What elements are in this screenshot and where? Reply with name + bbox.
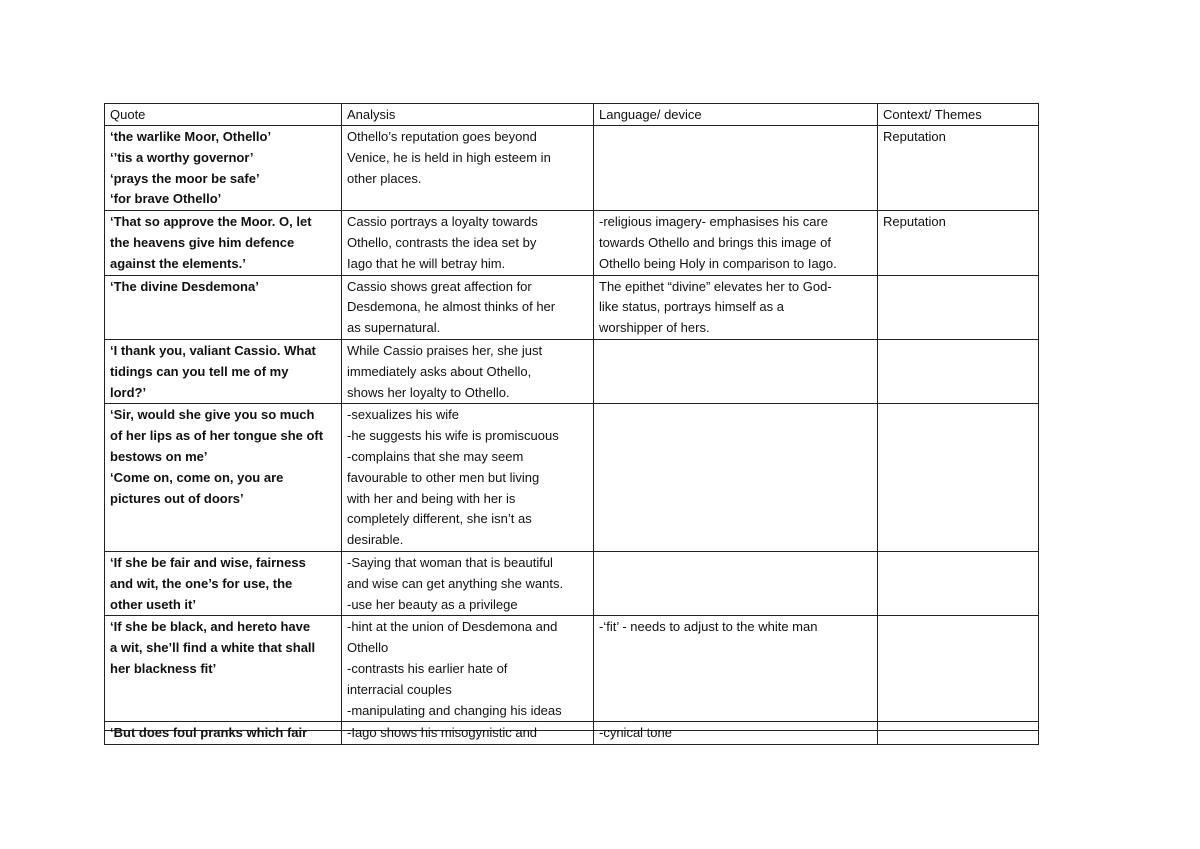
- cell-line: -cynical tone: [599, 725, 672, 741]
- quote-cell: [105, 275, 342, 339]
- cell-line: ‘The divine Desdemona’: [110, 278, 259, 294]
- cell-line: ‘Come on, come on, you are: [110, 469, 284, 485]
- cell-line: -hint at the union of Desdemona and: [347, 619, 558, 635]
- cell-line: against the elements.’: [110, 255, 246, 271]
- context-themes-cell: [878, 275, 1039, 339]
- cell-line: While Cassio praises her, she just: [347, 342, 543, 358]
- cell-line: Cassio shows great affection for: [347, 278, 532, 294]
- cell-line: -Saying that woman that is beautiful: [347, 554, 553, 570]
- cell-line: favourable to other men but living: [347, 469, 540, 485]
- context-themes-cell: [878, 551, 1039, 615]
- language-device-cell: [594, 404, 878, 552]
- header-language-device: Language/ device: [594, 104, 878, 126]
- table-row: [105, 126, 1039, 211]
- cell-line: -complains that she may seem: [347, 448, 524, 464]
- cell-line: Othello’s reputation goes beyond: [347, 129, 537, 144]
- cell-line: ‘If she be black, and hereto have: [110, 619, 311, 635]
- language-device-cell: [594, 551, 878, 615]
- table-row: [105, 404, 1039, 552]
- page-cut-edge: [104, 730, 1038, 731]
- header-context-themes: Context/ Themes: [878, 104, 1039, 126]
- language-device-cell: [594, 275, 878, 339]
- table-row: [105, 339, 1039, 403]
- context-themes-cell: [878, 339, 1039, 403]
- cell-line: Reputation: [883, 214, 946, 230]
- cell-line: Othello being Holy in comparison to Iago.: [599, 255, 837, 271]
- table-row: [105, 722, 1039, 745]
- quote-cell: [105, 339, 342, 403]
- cell-line: as supernatural.: [347, 320, 441, 336]
- cell-line: ‘prays the moor be safe’: [110, 170, 260, 186]
- quote-cell: [105, 616, 342, 722]
- language-device-cell: [594, 722, 878, 745]
- language-device-cell: [594, 211, 878, 275]
- cell-line: ‘I thank you, valiant Cassio. What: [110, 342, 316, 358]
- analysis-cell: [342, 339, 594, 403]
- context-themes-cell: [878, 616, 1039, 722]
- quote-cell: [105, 211, 342, 275]
- cell-line: a wit, she’ll find a white that shall: [110, 640, 316, 656]
- table-row: [105, 551, 1039, 615]
- cell-line: with her and being with her is: [347, 490, 516, 506]
- cell-line: The epithet “divine” elevates her to God-: [599, 278, 832, 294]
- quote-cell: [105, 126, 342, 211]
- language-device-cell: [594, 126, 878, 211]
- cell-line: -‘fit’ - needs to adjust to the white man: [599, 619, 818, 635]
- cell-line: ‘for brave Othello’: [110, 191, 222, 207]
- cell-line: -he suggests his wife is promiscuous: [347, 428, 559, 444]
- cell-line: completely different, she isn’t as: [347, 511, 532, 527]
- cell-line: of her lips as of her tongue she oft: [110, 428, 324, 444]
- cell-line: bestows on me’: [110, 448, 208, 464]
- analysis-cell: [342, 722, 594, 745]
- cell-line: lord?’: [110, 384, 147, 400]
- cell-line: Venice, he is held in high esteem in: [347, 149, 551, 165]
- analysis-cell: [342, 211, 594, 275]
- cell-line: Othello, contrasts the idea set by: [347, 234, 537, 250]
- cell-line: Othello: [347, 640, 389, 656]
- header-quote: Quote: [105, 104, 342, 126]
- cell-line: -religious imagery- emphasises his care: [599, 214, 829, 230]
- table-row: [105, 211, 1039, 275]
- cell-line: -manipulating and changing his ideas: [347, 702, 562, 718]
- cell-line: ‘But does foul pranks which fair: [110, 725, 308, 741]
- cell-line: interracial couples: [347, 681, 452, 697]
- cell-line: shows her loyalty to Othello.: [347, 384, 510, 400]
- table-row: [105, 616, 1039, 722]
- othello-quotes-table: [104, 103, 1039, 745]
- language-device-cell: [594, 339, 878, 403]
- cell-line: towards Othello and brings this image of: [599, 234, 831, 250]
- context-themes-cell: [878, 722, 1039, 745]
- language-device-cell: [594, 616, 878, 722]
- cell-line: ‘’tis a worthy governor’: [110, 149, 254, 165]
- analysis-cell: [342, 551, 594, 615]
- context-themes-cell: [878, 404, 1039, 552]
- cell-line: other places.: [347, 170, 422, 186]
- table-row: [105, 275, 1039, 339]
- header-analysis: Analysis: [342, 104, 594, 126]
- cell-line: Desdemona, he almost thinks of her: [347, 299, 556, 315]
- quote-cell: [105, 404, 342, 552]
- cell-line: her blackness fit’: [110, 660, 217, 676]
- cell-line: and wise can get anything she wants.: [347, 575, 564, 591]
- analysis-cell: [342, 616, 594, 722]
- cell-line: the heavens give him defence: [110, 234, 295, 250]
- analysis-cell: [342, 126, 594, 211]
- cell-line: ‘the warlike Moor, Othello’: [110, 129, 272, 144]
- cell-line: and wit, the one’s for use, the: [110, 575, 293, 591]
- analysis-cell: [342, 404, 594, 552]
- cell-line: Iago that he will betray him.: [347, 255, 506, 271]
- cell-line: ‘Sir, would she give you so much: [110, 407, 315, 423]
- cell-line: ‘If she be fair and wise, fairness: [110, 554, 306, 570]
- cell-line: -use her beauty as a privilege: [347, 596, 518, 612]
- cell-line: -contrasts his earlier hate of: [347, 660, 508, 676]
- cell-line: -Iago shows his misogynistic and: [347, 725, 538, 741]
- quote-cell: [105, 551, 342, 615]
- cell-line: worshipper of hers.: [599, 320, 710, 336]
- cell-line: Cassio portrays a loyalty towards: [347, 214, 538, 230]
- analysis-cell: [342, 275, 594, 339]
- cell-line: Reputation: [883, 129, 946, 144]
- table-body: [105, 126, 1039, 745]
- cell-line: like status, portrays himself as a: [599, 299, 784, 315]
- cell-line: pictures out of doors’: [110, 490, 244, 506]
- cell-line: tidings can you tell me of my: [110, 363, 289, 379]
- context-themes-cell: [878, 211, 1039, 275]
- cell-line: ‘That so approve the Moor. O, let: [110, 214, 312, 230]
- cell-line: -sexualizes his wife: [347, 407, 459, 423]
- context-themes-cell: [878, 126, 1039, 211]
- cell-line: other useth it’: [110, 596, 196, 612]
- quote-cell: [105, 722, 342, 745]
- cell-line: immediately asks about Othello,: [347, 363, 532, 379]
- table-header-row: [105, 104, 1039, 126]
- cell-line: desirable.: [347, 532, 404, 548]
